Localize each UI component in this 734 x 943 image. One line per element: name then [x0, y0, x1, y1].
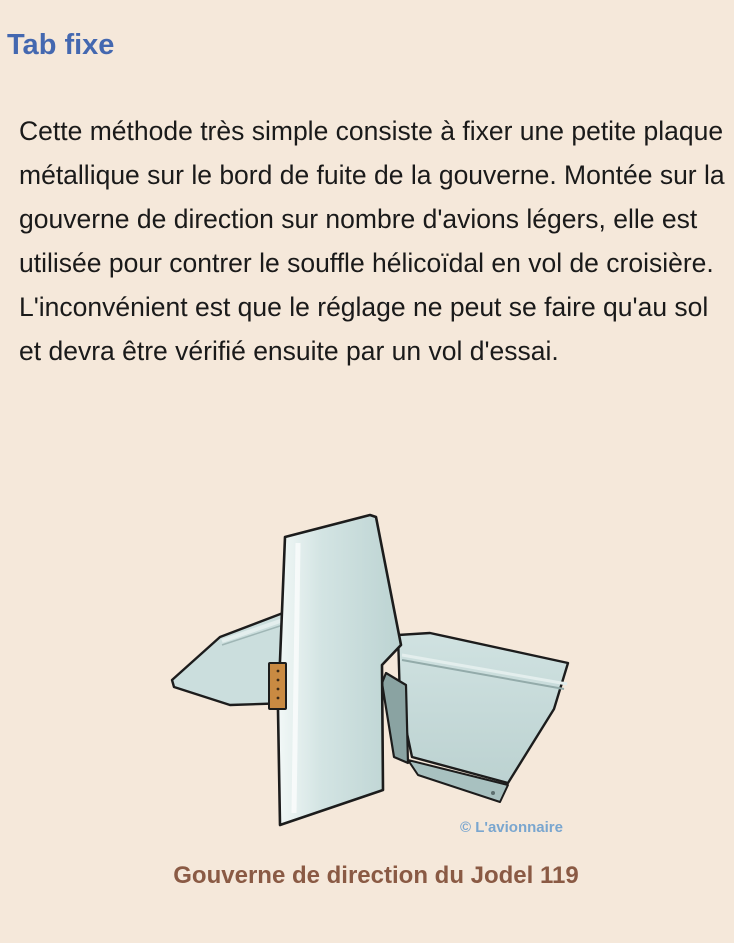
copyright-label: © L'avionnaire — [460, 819, 563, 836]
rudder-illustration — [150, 495, 610, 845]
right-stabilizer — [398, 633, 568, 802]
rudder-drawing — [150, 495, 610, 845]
figure-caption: Gouverne de direction du Jodel 119 — [173, 862, 579, 889]
rudder-hinge — [382, 673, 408, 763]
fixed-trim-tab — [269, 663, 286, 709]
body-paragraph: Cette méthode très simple consiste à fixer une petite plaque métallique sur le bord de fuite de la gouverne. Montée sur la gouverne de direction sur nombre d'avions légers, elle est utilisée pour contrer le souffle hélicoïdal en vol de croisière. L'inconvénient est que le réglage ne peut se faire qu'au sol et devra être vérifié ensuite par un vol d'essai. — [19, 116, 725, 366]
vertical-fin — [278, 515, 401, 825]
section-heading: Tab fixe — [7, 29, 115, 61]
